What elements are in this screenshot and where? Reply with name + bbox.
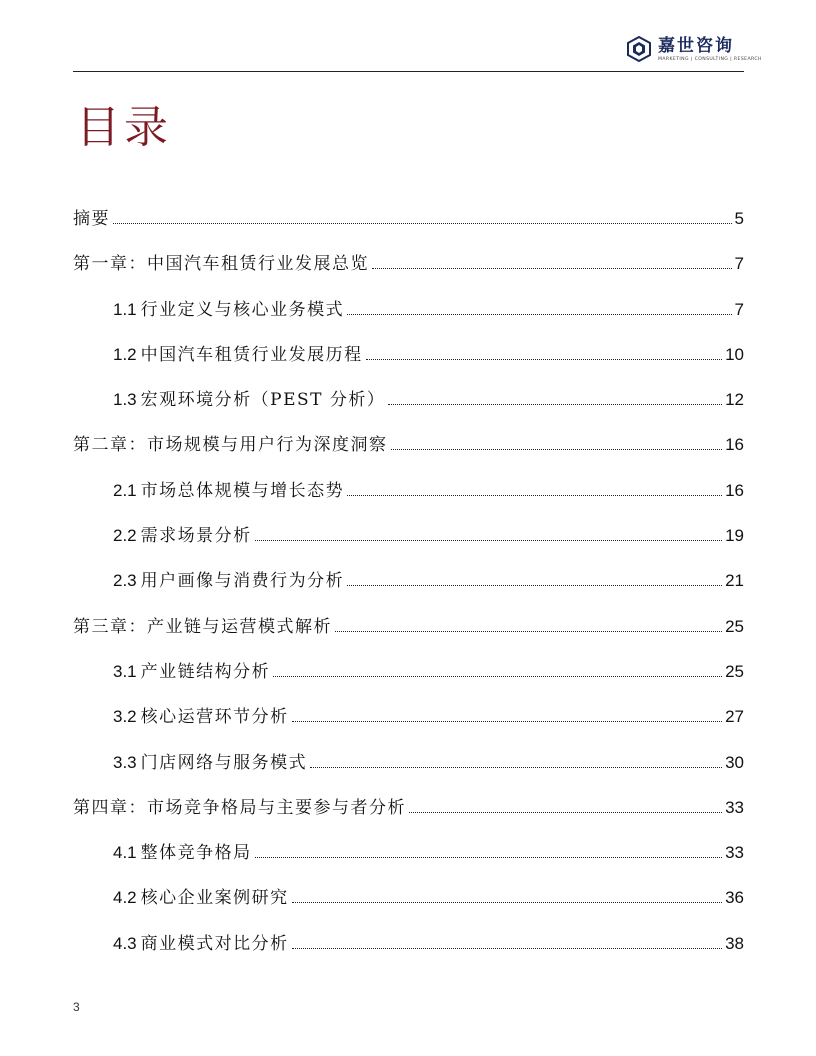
toc-entry-label — [113, 929, 289, 954]
toc-entry-label — [113, 295, 344, 320]
toc-dot-leader — [372, 268, 732, 269]
toc-page-number: 5 — [734, 209, 744, 228]
toc-entry-text: 需求场景分析 — [140, 526, 252, 547]
company-logo-icon — [626, 36, 652, 62]
toc-dot-leader — [255, 540, 722, 541]
toc-entry-number: 2.3 — [113, 571, 137, 591]
toc-entry-label — [73, 430, 388, 455]
toc-entry-number: 4.3 — [113, 933, 137, 953]
toc-dot-leader — [388, 404, 722, 405]
toc-entry-text: 第四章：市场竞争格局与主要参与者分析 — [73, 797, 406, 818]
toc-page-number: 25 — [725, 661, 744, 681]
toc-entry-text: 第二章：市场规模与用户行为深度洞察 — [73, 435, 388, 456]
toc-page-number: 30 — [725, 752, 744, 772]
toc-section-entry[interactable] — [73, 295, 744, 340]
page-number: 3 — [73, 1000, 80, 1014]
toc-entry-number: 4.2 — [113, 888, 137, 908]
toc-section-entry[interactable] — [73, 340, 744, 385]
toc-chapter-entry[interactable] — [73, 612, 744, 657]
toc-page-number: 16 — [725, 480, 744, 500]
toc-entry-text: 门店网络与服务模式 — [140, 752, 308, 773]
toc-chapter-entry[interactable] — [73, 204, 744, 249]
toc-section-entry[interactable] — [73, 476, 744, 521]
toc-page-number: 7 — [734, 299, 744, 319]
toc-chapter-entry[interactable] — [73, 793, 744, 838]
toc-entry-text: 行业定义与核心业务模式 — [140, 299, 345, 320]
toc-entry-label — [113, 657, 270, 682]
toc-section-entry[interactable] — [73, 883, 744, 928]
toc-entry-label — [113, 340, 363, 365]
logo-name: 嘉世咨询 — [658, 35, 734, 56]
toc-entry-text: 市场总体规模与增长态势 — [140, 480, 345, 501]
toc-dot-leader — [292, 902, 722, 903]
toc-entry-text: 用户画像与消费行为分析 — [140, 571, 345, 592]
toc-entry-label — [113, 702, 289, 727]
toc-entry-text: 产业链结构分析 — [140, 661, 271, 682]
toc-entry-number: 3.2 — [113, 707, 137, 727]
toc-dot-leader — [310, 767, 722, 768]
toc-dot-leader — [273, 676, 722, 677]
toc-entry-number: 2.2 — [113, 526, 137, 546]
toc-dot-leader — [366, 359, 722, 360]
toc-entry-label — [113, 566, 344, 591]
toc-entry-text: 核心企业案例研究 — [140, 888, 289, 909]
toc-entry-number: 3.1 — [113, 661, 137, 681]
toc-page-number: 19 — [725, 526, 744, 546]
company-logo — [626, 36, 762, 62]
toc-page-number: 33 — [725, 843, 744, 863]
toc-section-entry[interactable] — [73, 748, 744, 793]
toc-dot-leader — [391, 449, 723, 450]
toc-section-entry[interactable] — [73, 702, 744, 747]
toc-section-entry[interactable] — [73, 566, 744, 611]
header-divider — [73, 71, 744, 72]
toc-entry-label — [113, 883, 289, 908]
toc-entry-label — [113, 385, 385, 410]
toc-dot-leader — [347, 585, 722, 586]
toc-page-number: 25 — [725, 616, 744, 636]
table-of-contents — [73, 204, 744, 974]
toc-entry-number: 2.1 — [113, 480, 137, 500]
toc-page-number: 12 — [725, 390, 744, 410]
toc-section-entry[interactable] — [73, 385, 744, 430]
toc-dot-leader — [292, 948, 722, 949]
toc-section-entry[interactable] — [73, 929, 744, 974]
toc-dot-leader — [255, 857, 722, 858]
toc-entry-label — [113, 521, 252, 546]
toc-section-entry[interactable] — [73, 521, 744, 566]
toc-dot-leader — [347, 495, 722, 496]
toc-dot-leader — [347, 314, 731, 315]
toc-entry-label — [113, 838, 252, 863]
toc-section-entry[interactable] — [73, 838, 744, 883]
toc-entry-number: 1.1 — [113, 299, 137, 319]
toc-page-number: 10 — [725, 344, 744, 364]
toc-entry-number: 1.2 — [113, 344, 137, 364]
toc-page-number: 33 — [725, 797, 744, 817]
toc-dot-leader — [292, 721, 722, 722]
toc-entry-text: 核心运营环节分析 — [140, 707, 289, 728]
toc-entry-label — [73, 612, 332, 637]
toc-entry-number: 1.3 — [113, 390, 137, 410]
toc-dot-leader — [113, 223, 732, 224]
toc-entry-text: 宏观环境分析（PEST 分析） — [140, 390, 386, 411]
toc-page-number: 36 — [725, 888, 744, 908]
toc-entry-number: 3.3 — [113, 752, 137, 772]
toc-entry-label — [113, 476, 344, 501]
toc-section-entry[interactable] — [73, 657, 744, 702]
toc-chapter-entry[interactable] — [73, 430, 744, 475]
toc-entry-label — [73, 204, 110, 229]
toc-page-number: 7 — [734, 254, 744, 274]
toc-chapter-entry[interactable] — [73, 249, 744, 294]
toc-entry-text: 摘要 — [73, 209, 110, 229]
toc-entry-label — [73, 793, 406, 818]
toc-page-number: 38 — [725, 933, 744, 953]
toc-entry-text: 商业模式对比分析 — [140, 933, 289, 954]
toc-page-number: 16 — [725, 435, 744, 455]
toc-dot-leader — [335, 631, 722, 632]
toc-entry-label — [113, 748, 307, 773]
logo-tagline: MARKETING | CONSULTING | RESEARCH — [658, 56, 762, 62]
page-title: 目录 — [76, 102, 172, 153]
toc-entry-text: 整体竞争格局 — [140, 843, 252, 864]
toc-entry-text: 第一章：中国汽车租赁行业发展总览 — [73, 254, 369, 275]
toc-dot-leader — [409, 812, 722, 813]
toc-entry-label — [73, 249, 369, 274]
toc-entry-number: 4.1 — [113, 843, 137, 863]
toc-page-number: 27 — [725, 707, 744, 727]
toc-entry-text: 第三章：产业链与运营模式解析 — [73, 616, 332, 637]
toc-page-number: 21 — [725, 571, 744, 591]
toc-entry-text: 中国汽车租赁行业发展历程 — [140, 344, 363, 365]
